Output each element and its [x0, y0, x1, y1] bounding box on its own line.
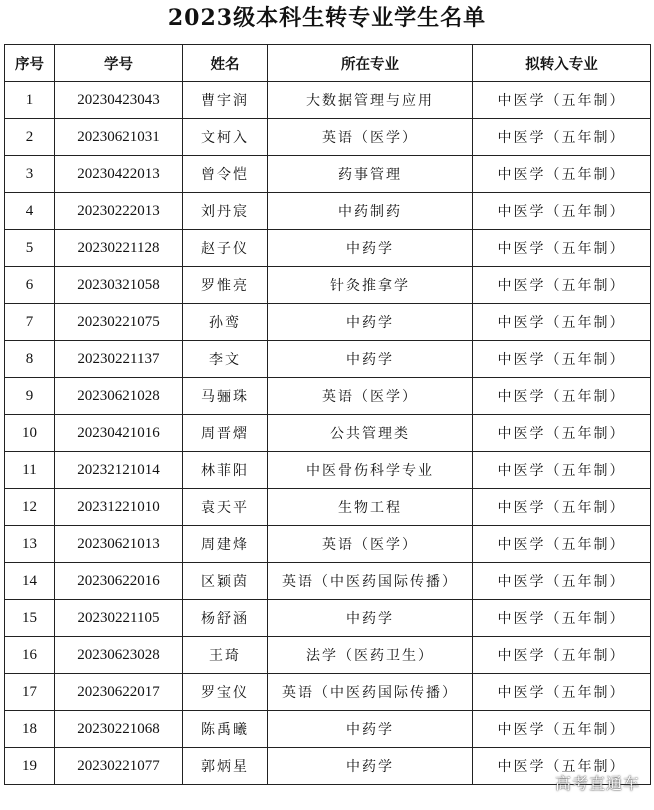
cell-name: 罗宝仪 [183, 674, 268, 711]
cell-current-major: 英语（医学） [268, 119, 473, 156]
cell-target-major: 中医学（五年制） [473, 711, 651, 748]
table-header-row [5, 45, 651, 82]
cell-index: 1 [5, 82, 55, 119]
header-student-id: 学号 [55, 45, 183, 82]
cell-target-major: 中医学（五年制） [473, 489, 651, 526]
cell-student-id: 20230222013 [55, 193, 183, 230]
table-row [5, 526, 651, 563]
cell-student-id: 20230621028 [55, 378, 183, 415]
cell-target-major: 中医学（五年制） [473, 82, 651, 119]
cell-index: 6 [5, 267, 55, 304]
table-row [5, 82, 651, 119]
cell-target-major: 中医学（五年制） [473, 119, 651, 156]
document-title: 2023级本科生转专业学生名单 [167, 5, 487, 31]
cell-current-major: 药事管理 [268, 156, 473, 193]
watermark: 高考直通车 [554, 774, 640, 793]
cell-name: 曹宇润 [183, 82, 268, 119]
cell-current-major: 英语（中医药国际传播） [268, 674, 473, 711]
cell-index: 7 [5, 304, 55, 341]
cell-name: 曾令恺 [183, 156, 268, 193]
table-row [5, 156, 651, 193]
cell-name: 罗惟亮 [183, 267, 268, 304]
cell-index: 14 [5, 563, 55, 600]
table-row [5, 748, 651, 785]
cell-student-id: 20230321058 [55, 267, 183, 304]
cell-index: 16 [5, 637, 55, 674]
cell-index: 3 [5, 156, 55, 193]
cell-index: 18 [5, 711, 55, 748]
cell-index: 17 [5, 674, 55, 711]
cell-name: 陈禹曦 [183, 711, 268, 748]
cell-student-id: 20230221128 [55, 230, 183, 267]
cell-target-major: 中医学（五年制） [473, 600, 651, 637]
cell-target-major: 中医学（五年制） [473, 452, 651, 489]
cell-index: 2 [5, 119, 55, 156]
cell-target-major: 中医学（五年制） [473, 341, 651, 378]
cell-index: 9 [5, 378, 55, 415]
cell-target-major: 中医学（五年制） [473, 267, 651, 304]
table-row [5, 637, 651, 674]
table-row [5, 193, 651, 230]
cell-target-major: 中医学（五年制） [473, 230, 651, 267]
cell-current-major: 生物工程 [268, 489, 473, 526]
cell-index: 19 [5, 748, 55, 785]
cell-student-id: 20230221105 [55, 600, 183, 637]
cell-current-major: 英语（中医药国际传播） [268, 563, 473, 600]
cell-current-major: 法学（医药卫生） [268, 637, 473, 674]
table-row [5, 304, 651, 341]
table-row [5, 674, 651, 711]
table-row [5, 489, 651, 526]
header-current-major: 所在专业 [268, 45, 473, 82]
cell-current-major: 英语（医学） [268, 378, 473, 415]
cell-target-major: 中医学（五年制） [473, 526, 651, 563]
cell-current-major: 大数据管理与应用 [268, 82, 473, 119]
cell-name: 林菲阳 [183, 452, 268, 489]
cell-student-id: 20230422013 [55, 156, 183, 193]
cell-student-id: 20230221075 [55, 304, 183, 341]
cell-index: 8 [5, 341, 55, 378]
cell-student-id: 20232121014 [55, 452, 183, 489]
cell-target-major: 中医学（五年制） [473, 415, 651, 452]
table-row [5, 711, 651, 748]
table-row [5, 119, 651, 156]
cell-student-id: 20230621013 [55, 526, 183, 563]
cell-name: 赵子仪 [183, 230, 268, 267]
cell-current-major: 公共管理类 [268, 415, 473, 452]
table-row [5, 341, 651, 378]
cell-name: 区颖茵 [183, 563, 268, 600]
cell-name: 马骊珠 [183, 378, 268, 415]
cell-current-major: 英语（医学） [268, 526, 473, 563]
cell-target-major: 中医学（五年制） [473, 193, 651, 230]
header-target-major: 拟转入专业 [473, 45, 651, 82]
cell-current-major: 中药学 [268, 341, 473, 378]
table-row [5, 378, 651, 415]
cell-name: 杨舒涵 [183, 600, 268, 637]
cell-target-major: 中医学（五年制） [473, 304, 651, 341]
cell-student-id: 20230221137 [55, 341, 183, 378]
cell-student-id: 20230221068 [55, 711, 183, 748]
cell-index: 11 [5, 452, 55, 489]
cell-current-major: 中药学 [268, 600, 473, 637]
table-row [5, 452, 651, 489]
student-transfer-table [4, 44, 651, 785]
cell-index: 4 [5, 193, 55, 230]
cell-name: 孙鸾 [183, 304, 268, 341]
table-row [5, 415, 651, 452]
header-index: 序号 [5, 45, 55, 82]
cell-name: 周晋熠 [183, 415, 268, 452]
cell-index: 10 [5, 415, 55, 452]
cell-current-major: 中药学 [268, 230, 473, 267]
cell-student-id: 20231221010 [55, 489, 183, 526]
cell-target-major: 中医学（五年制） [473, 674, 651, 711]
header-name: 姓名 [183, 45, 268, 82]
cell-current-major: 中药学 [268, 304, 473, 341]
table-row [5, 230, 651, 267]
cell-name: 袁天平 [183, 489, 268, 526]
cell-index: 5 [5, 230, 55, 267]
cell-name: 刘丹宸 [183, 193, 268, 230]
cell-name: 文柯入 [183, 119, 268, 156]
cell-target-major: 中医学（五年制） [473, 378, 651, 415]
cell-target-major: 中医学（五年制） [473, 748, 651, 785]
cell-student-id: 20230423043 [55, 82, 183, 119]
cell-student-id: 20230621031 [55, 119, 183, 156]
cell-target-major: 中医学（五年制） [473, 637, 651, 674]
cell-name: 郭炳星 [183, 748, 268, 785]
cell-name: 李文 [183, 341, 268, 378]
cell-current-major: 中药学 [268, 748, 473, 785]
cell-student-id: 20230622017 [55, 674, 183, 711]
cell-current-major: 针灸推拿学 [268, 267, 473, 304]
cell-index: 15 [5, 600, 55, 637]
cell-student-id: 20230421016 [55, 415, 183, 452]
cell-student-id: 20230221077 [55, 748, 183, 785]
cell-current-major: 中医骨伤科学专业 [268, 452, 473, 489]
cell-target-major: 中医学（五年制） [473, 156, 651, 193]
cell-student-id: 20230622016 [55, 563, 183, 600]
cell-student-id: 20230623028 [55, 637, 183, 674]
table-row [5, 563, 651, 600]
table-row [5, 600, 651, 637]
cell-current-major: 中药制药 [268, 193, 473, 230]
cell-target-major: 中医学（五年制） [473, 563, 651, 600]
cell-current-major: 中药学 [268, 711, 473, 748]
cell-index: 12 [5, 489, 55, 526]
cell-index: 13 [5, 526, 55, 563]
cell-name: 周建烽 [183, 526, 268, 563]
table-row [5, 267, 651, 304]
cell-name: 王琦 [183, 637, 268, 674]
